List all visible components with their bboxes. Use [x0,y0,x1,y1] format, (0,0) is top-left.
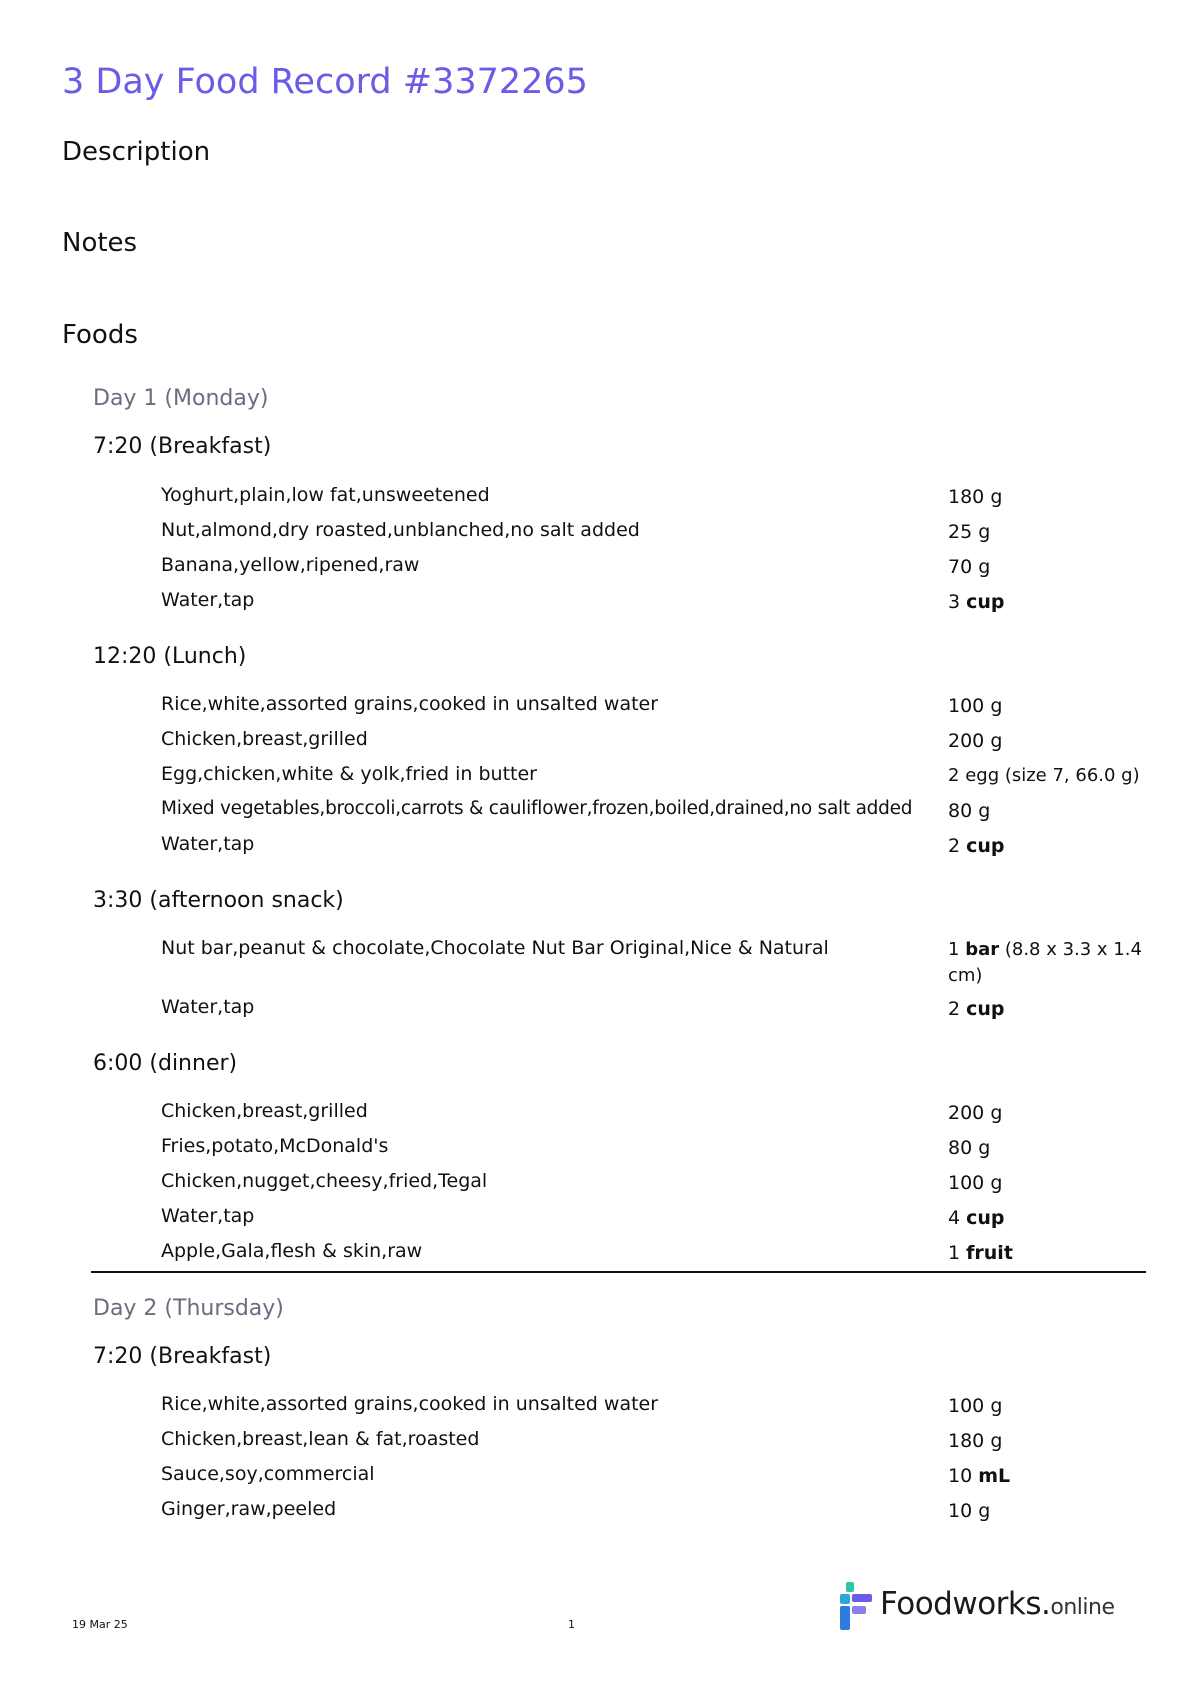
quantity-unit: g [990,1430,1003,1452]
food-name: Water,tap [161,1205,255,1227]
quantity-unit: g [978,1137,991,1159]
quantity-unit: g [990,1395,1003,1417]
quantity-amount: 1 [948,939,960,960]
quantity-amount: 2 [948,835,961,857]
food-quantity [948,519,1158,545]
logo-suffix: online [1050,1595,1115,1620]
food-quantity [948,554,1158,580]
food-name: Chicken,breast,lean & fat,roasted [161,1428,480,1450]
meal-time: 7:20 (Breakfast) [93,434,272,459]
food-quantity [948,937,1158,989]
quantity-unit: egg (size 7, 66.0 g) [965,765,1140,786]
quantity-unit: bar [965,939,1000,960]
food-name: Water,tap [161,589,255,611]
notes-heading: Notes [62,228,138,258]
quantity-detail: (8.8 x 3.3 x 1.4 cm) [948,939,1142,986]
food-name: Chicken,nugget,cheesy,fried,Tegal [161,1170,488,1192]
food-quantity [948,589,1158,615]
quantity-unit: mL [978,1465,1011,1487]
day-label: Day 2 (Thursday) [93,1296,284,1321]
food-quantity [948,1135,1158,1161]
food-name: Water,tap [161,996,255,1018]
foodworks-logo-icon [838,1582,874,1632]
quantity-amount: 200 [948,1102,985,1124]
food-quantity [948,763,1158,789]
food-name: Rice,white,assorted grains,cooked in unsalted water [161,1393,659,1415]
food-name: Nut bar,peanut & chocolate,Chocolate Nut Bar Original,Nice & Natural [161,937,829,959]
food-quantity [948,1428,1158,1454]
food-name: Fries,potato,McDonald's [161,1135,389,1157]
food-quantity [948,1463,1158,1489]
quantity-unit: cup [966,1207,1005,1229]
quantity-amount: 25 [948,521,973,543]
quantity-amount: 80 [948,1137,973,1159]
quantity-amount: 2 [948,765,960,786]
food-quantity [948,1240,1158,1266]
quantity-amount: 180 [948,1430,985,1452]
quantity-unit: g [990,486,1003,508]
meal-time: 3:30 (afternoon snack) [93,888,344,913]
footer-date: 19 Mar 25 [72,1618,128,1631]
quantity-unit: g [990,1102,1003,1124]
quantity-amount: 4 [948,1207,961,1229]
quantity-amount: 100 [948,695,985,717]
food-quantity [948,693,1158,719]
quantity-amount: 1 [948,1242,961,1264]
meal-time: 12:20 (Lunch) [93,644,247,669]
food-name: Chicken,breast,grilled [161,728,368,750]
food-quantity [948,1205,1158,1231]
quantity-unit: g [978,800,991,822]
quantity-amount: 10 [948,1500,973,1522]
foods-heading: Foods [62,320,138,350]
quantity-unit: g [990,1172,1003,1194]
food-quantity [948,996,1158,1022]
food-name: Apple,Gala,flesh & skin,raw [161,1240,423,1262]
food-quantity [948,798,1158,824]
description-heading: Description [62,137,211,167]
quantity-amount: 10 [948,1465,973,1487]
food-name: Banana,yellow,ripened,raw [161,554,420,576]
quantity-unit: cup [966,591,1005,613]
food-name: Sauce,soy,commercial [161,1463,375,1485]
food-name: Chicken,breast,grilled [161,1100,368,1122]
food-name: Ginger,raw,peeled [161,1498,337,1520]
quantity-unit: g [978,521,991,543]
quantity-unit: g [978,556,991,578]
quantity-amount: 80 [948,800,973,822]
quantity-amount: 70 [948,556,973,578]
foodworks-logo [838,1582,1128,1632]
quantity-amount: 180 [948,486,985,508]
logo-wordmark: Foodworks.online [880,1586,1115,1622]
food-quantity [948,728,1158,754]
meal-time: 7:20 (Breakfast) [93,1344,272,1369]
food-name: Yoghurt,plain,low fat,unsweetened [161,484,490,506]
logo-name: Foodworks [880,1586,1042,1622]
food-quantity [948,1393,1158,1419]
quantity-unit: g [978,1500,991,1522]
food-name: Rice,white,assorted grains,cooked in unsalted water [161,693,659,715]
food-name: Nut,almond,dry roasted,unblanched,no salt added [161,519,640,541]
food-name: Egg,chicken,white & yolk,fried in butter [161,763,537,785]
quantity-unit: g [990,695,1003,717]
quantity-unit: g [990,730,1003,752]
quantity-unit: cup [966,998,1005,1020]
food-quantity [948,1170,1158,1196]
day-label: Day 1 (Monday) [93,386,269,411]
quantity-unit: fruit [966,1242,1013,1264]
quantity-amount: 200 [948,730,985,752]
food-name: Mixed vegetables,broccoli,carrots & cauliflower,frozen,boiled,drained,no salt added [161,798,913,819]
quantity-unit: cup [966,835,1005,857]
food-quantity [948,1100,1158,1126]
quantity-amount: 3 [948,591,961,613]
food-quantity [948,1498,1158,1524]
page-title: 3 Day Food Record #3372265 [62,62,588,102]
quantity-amount: 100 [948,1172,985,1194]
quantity-amount: 100 [948,1395,985,1417]
day-divider [91,1271,1146,1273]
meal-time: 6:00 (dinner) [93,1051,238,1076]
quantity-amount: 2 [948,998,961,1020]
food-name: Water,tap [161,833,255,855]
food-quantity [948,484,1158,510]
page-number: 1 [568,1618,575,1631]
food-quantity [948,833,1158,859]
